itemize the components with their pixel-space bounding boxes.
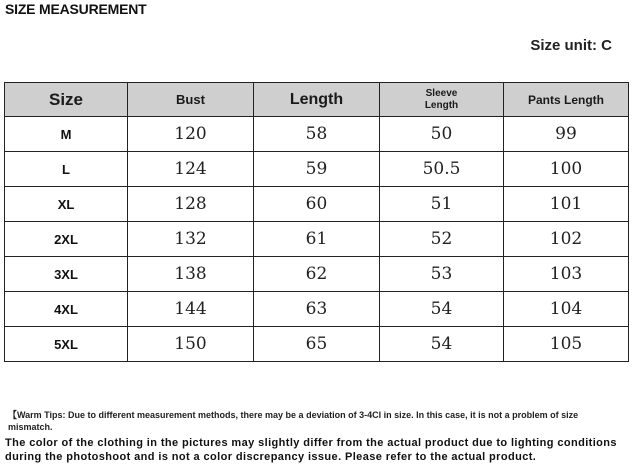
size-cell: 5XL [5, 327, 128, 362]
header-length: Length [254, 83, 380, 117]
header-sleeve-line1: Sleeve [425, 87, 458, 99]
sleeve-length-cell: 51 [380, 187, 504, 222]
length-cell: 58 [254, 117, 380, 152]
pants-length-cell: 102 [504, 222, 629, 257]
bust-cell: 128 [128, 187, 254, 222]
table-row [5, 187, 629, 222]
length-cell: 62 [254, 257, 380, 292]
pants-length-cell: 99 [504, 117, 629, 152]
table-row [5, 152, 629, 187]
table-row [5, 292, 629, 327]
size-cell: 4XL [5, 292, 128, 327]
bust-cell: 124 [128, 152, 254, 187]
sleeve-length-cell: 50.5 [380, 152, 504, 187]
header-size: Size [5, 83, 128, 117]
header-pants-length: Pants Length [504, 83, 629, 117]
length-cell: 60 [254, 187, 380, 222]
size-cell: 3XL [5, 257, 128, 292]
size-cell: XL [5, 187, 128, 222]
table-row [5, 222, 629, 257]
header-sleeve-length [380, 83, 504, 117]
table-row [5, 327, 629, 362]
sleeve-length-cell: 54 [380, 327, 504, 362]
length-cell: 63 [254, 292, 380, 327]
table-header-row [5, 83, 629, 117]
bust-cell: 132 [128, 222, 254, 257]
pants-length-cell: 104 [504, 292, 629, 327]
header-sleeve-line2: Length [424, 99, 459, 111]
sleeve-length-cell: 52 [380, 222, 504, 257]
sleeve-length-cell: 50 [380, 117, 504, 152]
pants-length-cell: 105 [504, 327, 629, 362]
pants-length-cell: 101 [504, 187, 629, 222]
size-table [4, 82, 629, 362]
table-row [5, 257, 629, 292]
length-cell: 59 [254, 152, 380, 187]
length-cell: 61 [254, 222, 380, 257]
size-cell: L [5, 152, 128, 187]
size-cell: 2XL [5, 222, 128, 257]
table-row [5, 117, 629, 152]
sleeve-length-cell: 53 [380, 257, 504, 292]
sleeve-length-cell: 54 [380, 292, 504, 327]
color-disclaimer-text: The color of the clothing in the pictures may slightly differ from the actual product due to lighting conditions during the photoshoot and is not a color discrepancy issue. Please refer to the actual product. [5, 437, 617, 463]
warm-tip-text: 【Warm Tips: Due to different measurement methods, there may be a deviation of 3-4Cl in size. In this case, it is not a problem of size mismatch. [8, 410, 579, 432]
pants-length-cell: 103 [504, 257, 629, 292]
size-cell: M [5, 117, 128, 152]
bust-cell: 120 [128, 117, 254, 152]
bust-cell: 144 [128, 292, 254, 327]
length-cell: 65 [254, 327, 380, 362]
pants-length-cell: 100 [504, 152, 629, 187]
header-bust: Bust [128, 83, 254, 117]
bust-cell: 150 [128, 327, 254, 362]
bust-cell: 138 [128, 257, 254, 292]
size-unit-label: Size unit: C [530, 37, 612, 54]
page-title: SIZE MEASUREMENT [5, 1, 147, 17]
